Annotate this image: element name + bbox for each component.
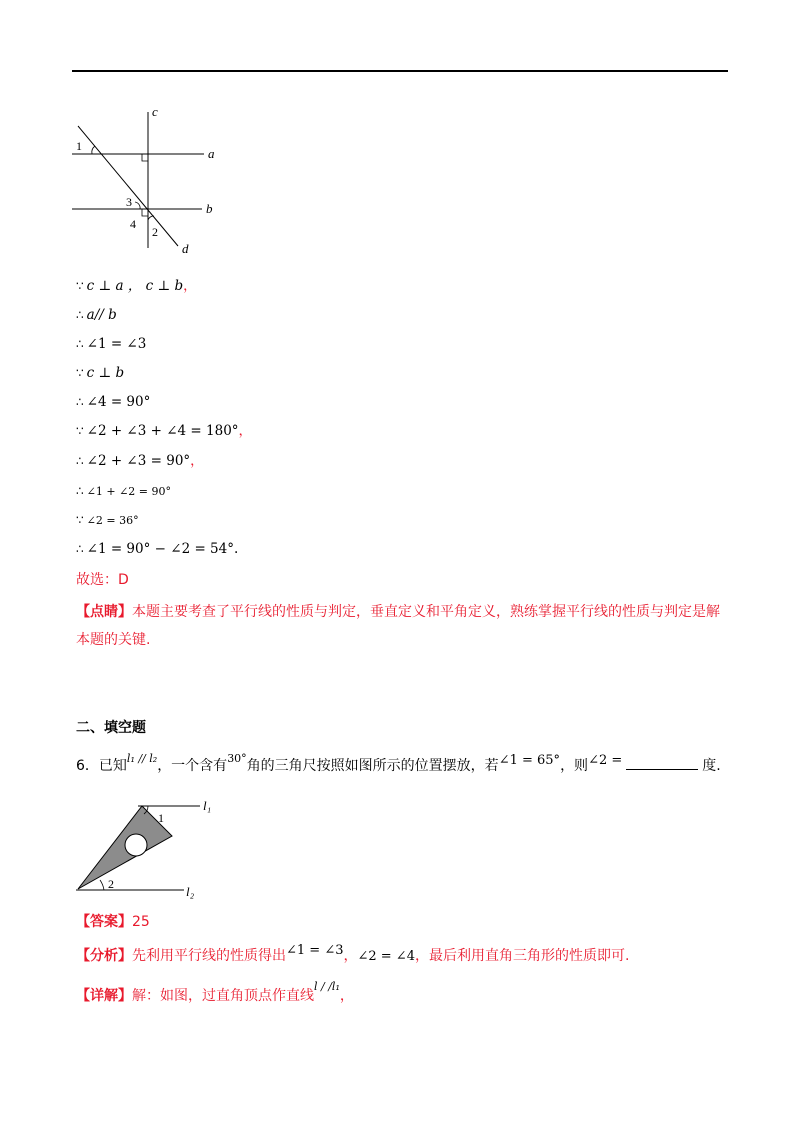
- proof-line-7: ∴ ∠2 + ∠3 = 90°，: [76, 453, 204, 469]
- label-angle-2: 2: [108, 877, 114, 891]
- therefore-symbol: ∴: [76, 308, 84, 322]
- because-symbol: ∵: [76, 279, 84, 293]
- label-angle-2: 2: [152, 225, 158, 239]
- proof-line-2: ∴ a// b: [76, 307, 117, 323]
- therefore-symbol: ∴: [76, 395, 84, 409]
- label-angle-4: 4: [130, 217, 136, 231]
- question-6: 6．已知$^{l_1 // l_2}$，一个含有$^{30^\circ}$角的三角尺按照如图所示的位置摆放，若∠1 = 65°，则∠2 = 度.: [76, 752, 721, 774]
- therefore-symbol: ∴: [76, 454, 84, 468]
- comment-tag: 【点睛】: [76, 604, 132, 620]
- label-l1: l₁: [203, 798, 212, 813]
- proof-line-9: ∵ ∠2 = 36°: [76, 513, 139, 527]
- label-l2: l₂: [186, 884, 195, 899]
- answer-line: 【答案】25: [76, 914, 150, 930]
- answer-value: 25: [132, 914, 150, 930]
- analysis-line: 【分析】先利用平行线的性质得出∠1 = ∠3，∠2 = ∠4，最后利用直角三角形的性质即可.: [76, 943, 630, 964]
- proof-line-10: ∴ ∠1 = 90° − ∠2 = 54°.: [76, 541, 239, 557]
- header-rule: [72, 70, 728, 72]
- figure-triangle-ruler: [70, 796, 230, 906]
- figure-parallel-lines: [70, 100, 270, 265]
- section-title: 二、填空题: [76, 720, 146, 736]
- proof-line-4: ∵ c ⊥ b: [76, 365, 125, 381]
- label-angle-3: 3: [126, 195, 132, 209]
- therefore-symbol: ∴: [76, 337, 84, 351]
- label-c: c: [152, 104, 158, 119]
- label-b: b: [206, 201, 213, 216]
- proof-line-3: ∴ ∠1 = ∠3: [76, 336, 147, 352]
- because-symbol: ∵: [76, 366, 84, 380]
- label-a: a: [208, 146, 215, 161]
- answer-blank: [626, 755, 698, 770]
- detail-line: 【详解】解：如图，过直角顶点作直线$^{l / /l_1}$，: [76, 980, 354, 1004]
- label-d: d: [182, 241, 189, 256]
- proof-line-5: ∴ ∠4 = 90°: [76, 394, 151, 410]
- comment-block: [76, 598, 726, 654]
- proof-line-8: ∴ ∠1 + ∠2 = 90°: [76, 484, 171, 498]
- therefore-symbol: ∴: [76, 542, 84, 556]
- choice-line: 故选：D: [76, 572, 129, 588]
- label-angle-1: 1: [76, 139, 82, 153]
- proof-line-6: ∵ ∠2 + ∠3 + ∠4 = 180°，: [76, 423, 253, 439]
- because-symbol: ∵: [76, 513, 84, 527]
- because-symbol: ∵: [76, 424, 84, 438]
- comment-text: 本题主要考查了平行线的性质与判定，垂直定义和平角定义，熟练掌握平行线的性质与判定是解本题的关键.: [76, 604, 720, 648]
- therefore-symbol: ∴: [76, 484, 84, 498]
- label-angle-1: 1: [158, 811, 164, 825]
- proof-line-1: ∵ c ⊥ a ， c ⊥ b，: [76, 278, 197, 294]
